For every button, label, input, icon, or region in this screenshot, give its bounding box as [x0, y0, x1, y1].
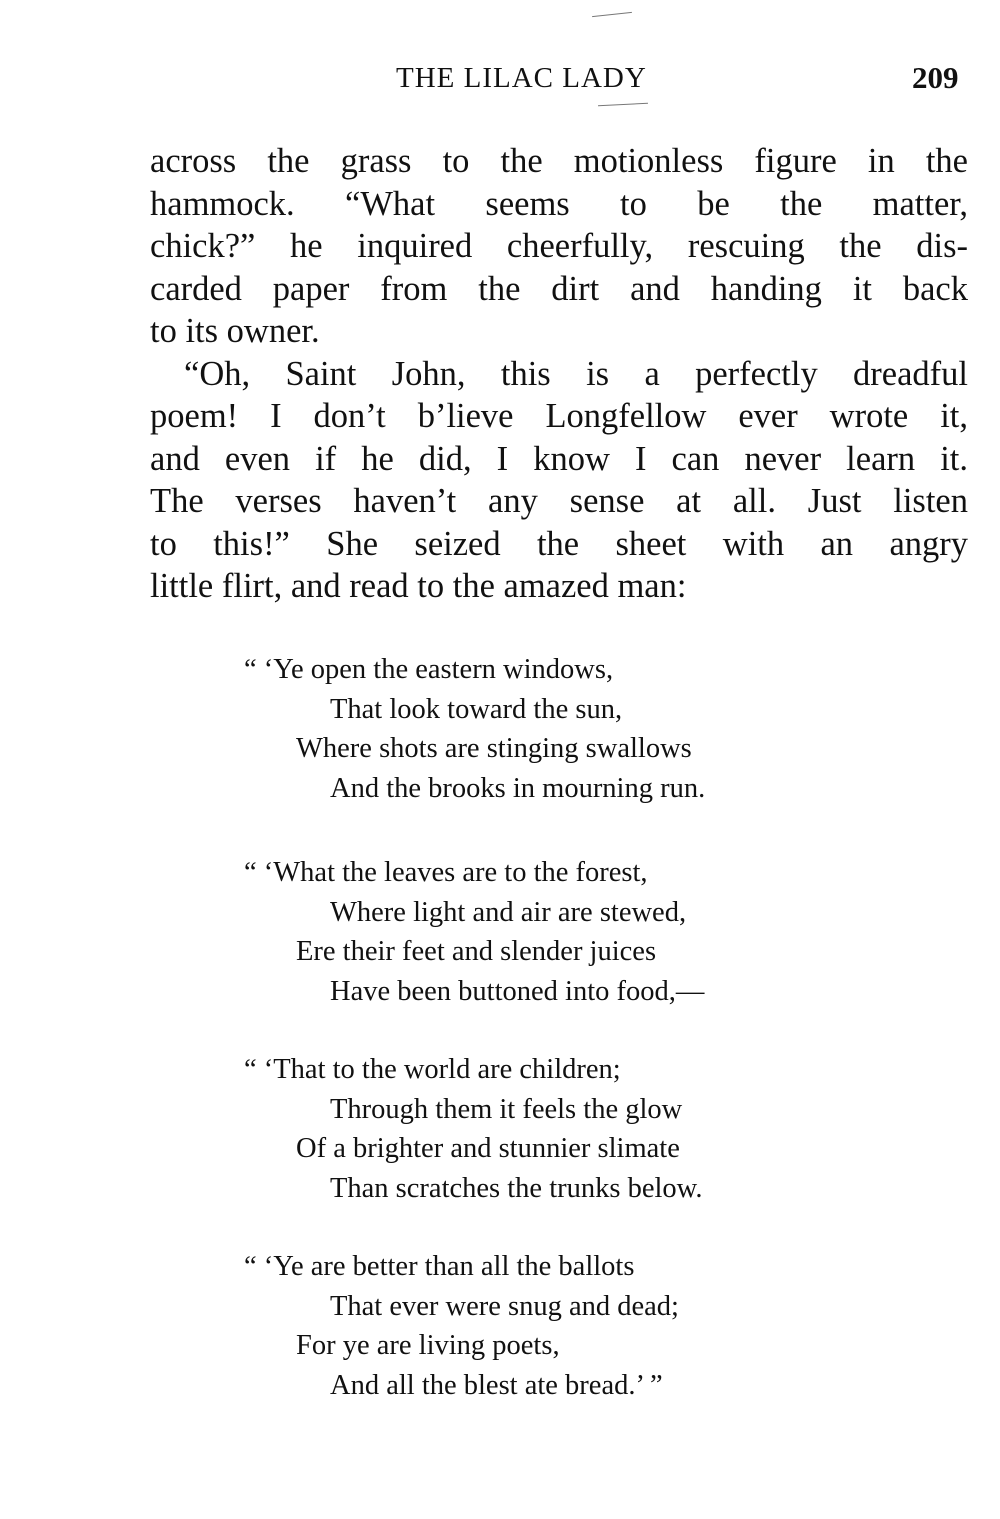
- prose-paragraphs: [150, 140, 968, 608]
- prose-line: and even if he did, I know I can never learn it.: [150, 439, 968, 478]
- scan-mark: [592, 12, 632, 17]
- poem-line: Where light and air are stewed,: [330, 896, 687, 928]
- prose-line: across the grass to the motionless figure in the: [150, 142, 968, 180]
- poem-line: “ ‘Ye are better than all the ballots: [244, 1251, 635, 1282]
- prose-line: carded paper from the dirt and handing it back: [150, 269, 968, 308]
- prose-line: chick?” he inquired cheerfully, rescuing the dis-: [150, 227, 968, 265]
- poem-line: That ever were snug and dead;: [330, 1290, 679, 1322]
- poem-line: Where shots are stinging swallows: [296, 733, 692, 764]
- prose-line: to its owner.: [150, 312, 320, 350]
- prose-line: hammock. “What seems to be the matter,: [150, 184, 968, 223]
- poem-line: Ere their feet and slender juices: [296, 936, 657, 967]
- prose-line: “Oh, Saint John, this is a perfectly dreadful: [184, 354, 968, 393]
- poem-line: Have been buttoned into food,—: [330, 975, 705, 1007]
- poem-line: “ ‘What the leaves are to the forest,: [244, 857, 648, 888]
- poem-line: Through them it feels the glow: [330, 1093, 683, 1125]
- poem-line: “ ‘Ye open the eastern windows,: [244, 654, 614, 685]
- poem-line: And the brooks in mourning run.: [330, 772, 706, 804]
- page-number: 209: [912, 60, 959, 95]
- running-head: THE LILAC LADY: [396, 62, 647, 94]
- prose-line: to this!” She seized the sheet with an angry: [150, 524, 968, 563]
- prose-line: little flirt, and read to the amazed man:: [150, 567, 687, 605]
- poem-line: Of a brighter and stunnier slimate: [296, 1133, 680, 1164]
- poem-line: Than scratches the trunks below.: [330, 1172, 703, 1204]
- poem-stanza: [244, 853, 704, 1011]
- poem-line: For ye are living poets,: [296, 1330, 560, 1361]
- poem-line: That look toward the sun,: [330, 693, 623, 725]
- poem-stanza: [244, 1050, 703, 1208]
- poem-line: And all the blest ate bread.’ ”: [330, 1369, 663, 1401]
- poem-stanza: [244, 650, 705, 808]
- prose-line: poem! I don’t b’lieve Longfellow ever wrote it,: [150, 397, 968, 435]
- poem-line: “ ‘That to the world are children;: [244, 1054, 621, 1085]
- scan-mark: [598, 103, 648, 107]
- poem-stanza: [244, 1247, 679, 1405]
- prose-line: The verses haven’t any sense at all. Just listen: [150, 482, 968, 520]
